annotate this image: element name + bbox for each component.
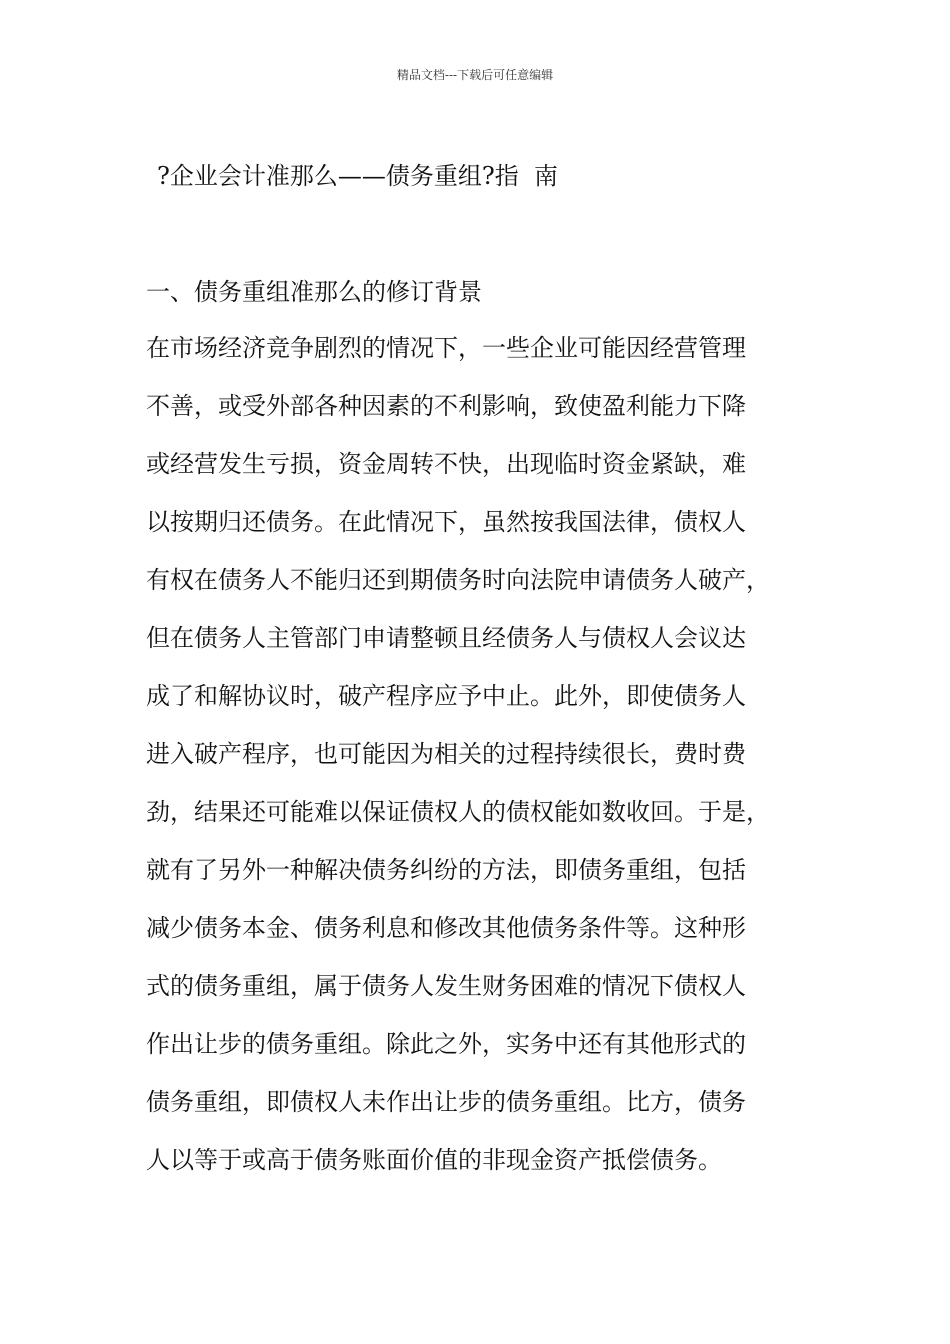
section-heading: 一、债务重组准那么的修订背景 (146, 278, 482, 306)
paragraph-line: 债务重组，即债权人未作出让步的债务重组。比方，债务 (146, 1088, 746, 1116)
paragraph-line: 式的债务重组，属于债务人发生财务困难的情况下债权人 (146, 972, 746, 1000)
paragraph-line: 减少债务本金、债务利息和修改其他债务条件等。这种形 (146, 914, 746, 942)
paragraph-line: 人以等于或高于债务账面价值的非现金资产抵偿债务。 (146, 1146, 722, 1174)
paragraph-line: 但在债务人主管部门申请整顿且经债务人与债权人会议达 (146, 624, 746, 652)
paragraph-line: 或经营发生亏损，资金周转不快，出现临时资金紧缺，难 (146, 450, 746, 478)
paragraph-line: 在市场经济竞争剧烈的情况下，一些企业可能因经营管理 (146, 334, 746, 362)
paragraph-line: 就有了另外一种解决债务纠纷的方法，即债务重组，包括 (146, 856, 746, 884)
document-title: ?企业会计准那么——债务重组?指 南 (157, 162, 558, 190)
paragraph-line: 以按期归还债务。在此情况下，虽然按我国法律，债权人 (146, 508, 746, 536)
paragraph-line: 有权在债务人不能归还到期债务时向法院申请债务人破产， (146, 566, 770, 594)
page-header-watermark: 精品文档---下载后可任意编辑 (396, 68, 554, 82)
paragraph-line: 作出让步的债务重组。除此之外，实务中还有其他形式的 (146, 1030, 746, 1058)
paragraph-line: 不善，或受外部各种因素的不利影响，致使盈利能力下降 (146, 392, 746, 420)
paragraph-line: 进入破产程序，也可能因为相关的过程持续很长，费时费 (146, 740, 746, 768)
paragraph-line: 成了和解协议时，破产程序应予中止。此外，即使债务人 (146, 682, 746, 710)
body-paragraph (146, 319, 826, 1189)
paragraph-line: 劲，结果还可能难以保证债权人的债权能如数收回。于是， (146, 798, 770, 826)
